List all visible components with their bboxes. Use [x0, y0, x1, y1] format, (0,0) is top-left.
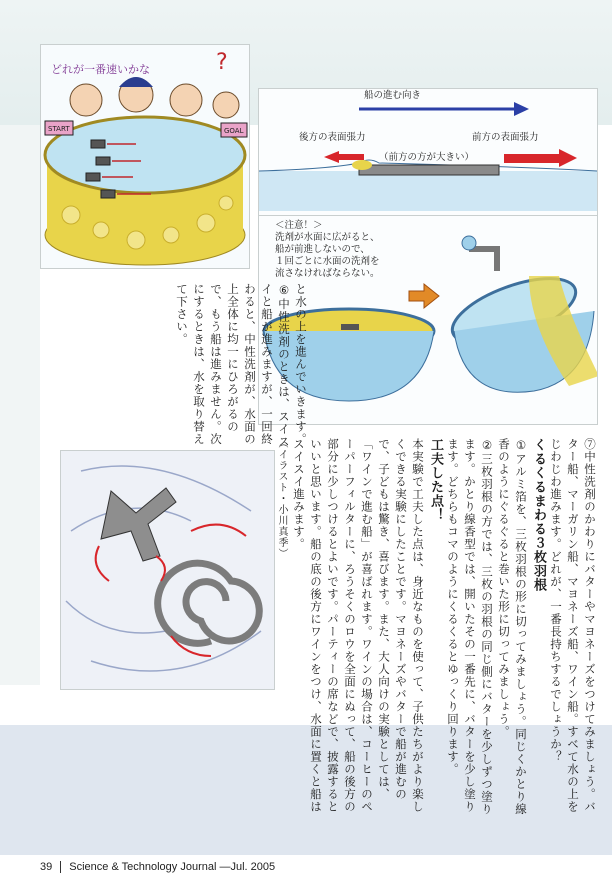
question-mark-icon: ? — [216, 50, 228, 75]
page-footer — [40, 858, 580, 876]
propeller-illustration — [60, 450, 275, 690]
teacup-race-drawing — [41, 45, 249, 268]
bowl-experiment-illustration — [258, 215, 598, 425]
surface-tension-diagram — [258, 88, 598, 218]
illustration-credit: （イラスト・小川真季） — [276, 438, 287, 559]
propeller-drawing — [61, 451, 274, 689]
front-larger-label: （前方の方が大きい） — [379, 152, 475, 163]
left-column-text — [173, 283, 309, 448]
rear-tension-label: 後方の表面張力 — [299, 132, 366, 143]
ideas-text: 本実験で工夫した点は、身近なものを使って、子供たちがより楽しくできる実験にしたことです。マヨネーズやバターで船が進むので、子どもは驚き、喜びます。また、大人向けの実験としては、「ワインで進む船」が喜ばれます。ワインの場合は、コーヒーのペーパーフィルターに、ろうそくのロウを全面にぬって、船の後方の部分に少しつけるとよいです。パーティーの席などで、披露するといいと思います。船の底の後方にワインをつけ、水面に置くと船はスイスイ進みます。 — [292, 438, 425, 813]
caution-note — [275, 220, 435, 280]
main-steps-column — [272, 438, 598, 818]
front-tension-label: 前方の表面張力 — [472, 132, 539, 143]
caution-line: 洗剤が水面に広がると、 — [275, 232, 380, 243]
step-6: ⑥中性洗剤のときは、スイスイと船が進みますが、一回終わると、中性洗剤が、水面の上全体に均一にひろがるので、もう船は進みません。次にするときは、水を取り替えて下さい。 — [175, 283, 291, 448]
footer-divider — [60, 861, 61, 873]
speech-text: どれが一番速いかな — [51, 63, 150, 76]
start-flag-text: START — [48, 125, 70, 133]
ship-direction-label: 船の進む向き — [364, 90, 422, 101]
goal-flag-text: GOAL — [224, 127, 244, 135]
caution-line: １回ごとに水面の洗剤を — [275, 256, 380, 267]
step-2: ②三枚羽根の方では、三枚の羽根の同じ側にバターを少しずつ塗ります。かとり線香型では、開いたその一番先に、バターを少し塗ります。どちらもコマのようにくるくるとゆっくり回ります。 — [446, 438, 494, 816]
page-backdrop-left — [0, 125, 40, 685]
left-column-body: と水の上を進んでいきます。 — [294, 283, 308, 446]
caution-title: ＜注意！＞ — [275, 220, 323, 231]
caution-line: 流さなければならない。 — [275, 268, 380, 279]
caution-line: 船が前進しないので、 — [275, 244, 370, 255]
teacup-race-illustration — [40, 44, 250, 269]
propeller-heading: くるくるまわる３枚羽根 — [531, 438, 546, 592]
ideas-heading: 工夫した点！ — [428, 438, 443, 522]
step-1: ①アルミ箔を、三枚羽根の形に切ってみましょう。同じくかとり線香のようにぐるぐると巻いた形に切ってみましょう。 — [497, 438, 528, 816]
journal-title: Science & Technology Journal —Jul. 2005 — [69, 861, 276, 873]
step-7: ⑦中性洗剤のかわりにバターやマヨネーズをつけてみましょう。バター船、マーガリン船、マヨネーズ船、ワイン船。すべて水の上をじわじわ進みます。どれが、一番長持ちするでしょうか？ — [549, 438, 597, 813]
page-number: 39 — [40, 861, 53, 873]
